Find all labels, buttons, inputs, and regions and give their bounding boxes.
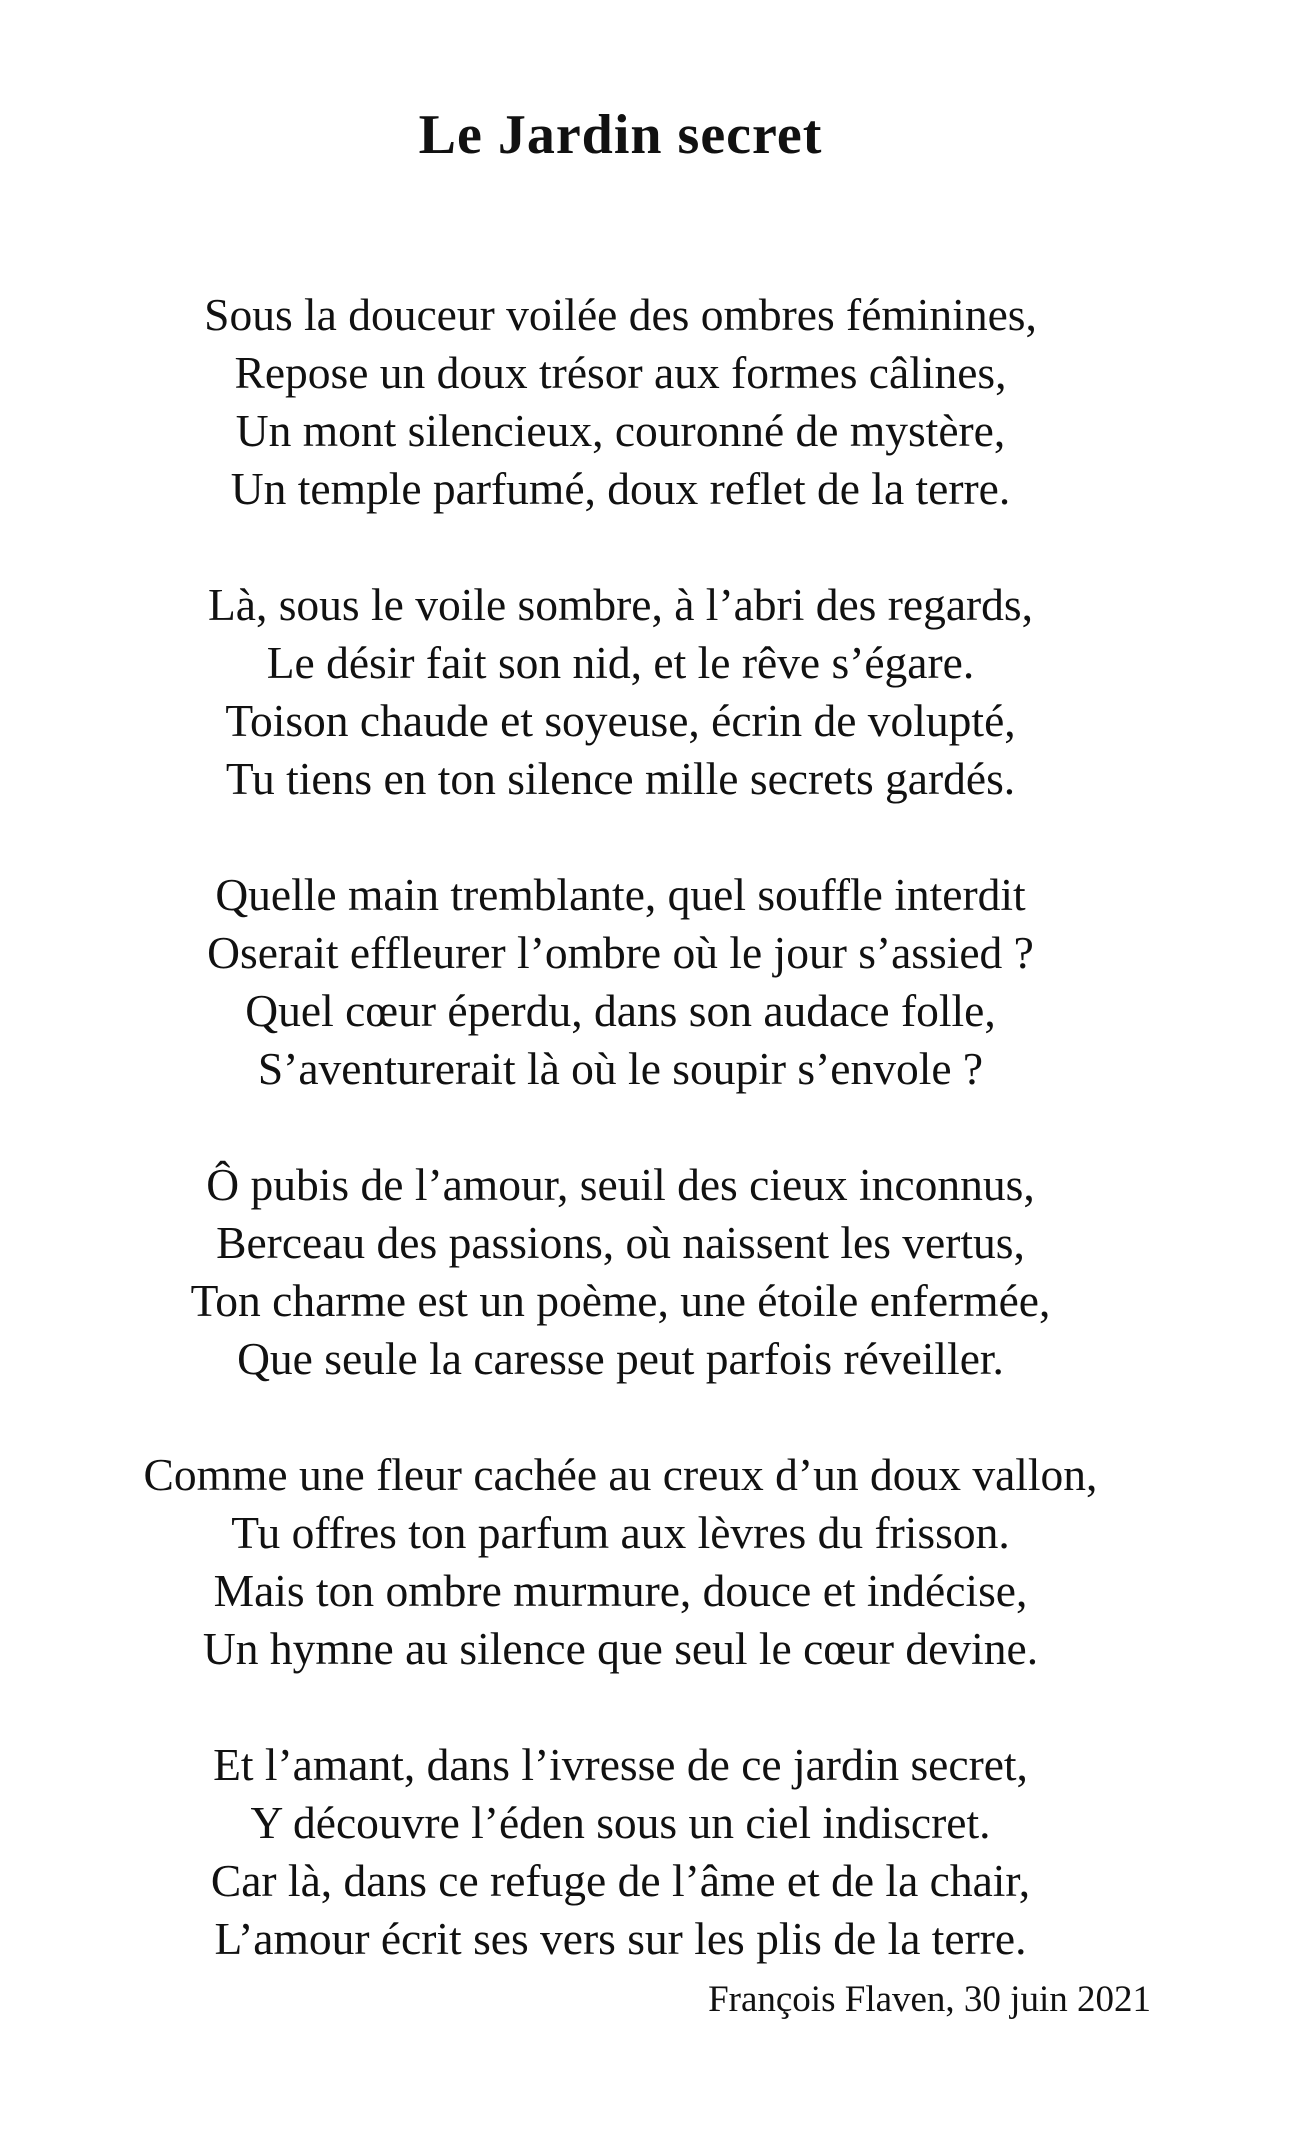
poem-line: Oserait effleurer l’ombre où le jour s’assied ? xyxy=(207,927,1034,978)
stanza-2 xyxy=(0,576,1241,808)
poem-line: Un hymne au silence que seul le cœur devine. xyxy=(202,1623,1039,1674)
poem-line: Berceau des passions, où naissent les vertus, xyxy=(216,1217,1025,1268)
author-signature: François Flaven, 30 juin 2021 xyxy=(708,1979,1151,2020)
stanza-5 xyxy=(0,1446,1241,1678)
poem-line: L’amour écrit ses vers sur les plis de la terre. xyxy=(214,1913,1027,1964)
stanza-4 xyxy=(0,1156,1241,1388)
poem-line: Quel cœur éperdu, dans son audace folle, xyxy=(245,985,996,1036)
poem-line: Repose un doux trésor aux formes câlines, xyxy=(234,347,1007,398)
poem-line: Sous la douceur voilée des ombres féminines, xyxy=(204,289,1037,340)
poem-line: Le désir fait son nid, et le rêve s’égare. xyxy=(266,637,975,688)
poem-line: Toison chaude et soyeuse, écrin de volupté, xyxy=(225,695,1016,746)
poem-line: Tu offres ton parfum aux lèvres du frisson. xyxy=(231,1507,1010,1558)
stanza-1 xyxy=(0,286,1241,518)
poem-line: Mais ton ombre murmure, douce et indécise, xyxy=(213,1565,1028,1616)
poem-line: Ô pubis de l’amour, seuil des cieux inconnus, xyxy=(206,1159,1035,1210)
stanza-6 xyxy=(0,1736,1241,1968)
poem-line: Quelle main tremblante, quel souffle interdit xyxy=(215,869,1026,920)
poem-line: S’aventurerait là où le soupir s’envole ? xyxy=(257,1043,984,1094)
poem-line: Un mont silencieux, couronné de mystère, xyxy=(235,405,1006,456)
poem-line: Y découvre l’éden sous un ciel indiscret. xyxy=(250,1797,991,1848)
poem-line: Et l’amant, dans l’ivresse de ce jardin secret, xyxy=(213,1739,1028,1790)
stanza-3 xyxy=(0,866,1241,1098)
poem-line: Un temple parfumé, doux reflet de la terre. xyxy=(230,463,1011,514)
poem-line: Que seule la caresse peut parfois réveiller. xyxy=(237,1333,1004,1384)
poem-line: Ton charme est un poème, une étoile enfermée, xyxy=(190,1275,1051,1326)
poem-body xyxy=(0,286,1241,2026)
poem-line: Car là, dans ce refuge de l’âme et de la chair, xyxy=(210,1855,1031,1906)
poem-line: Là, sous le voile sombre, à l’abri des regards, xyxy=(207,579,1034,630)
poem-title: Le Jardin secret xyxy=(418,104,823,166)
poem-line: Comme une fleur cachée au creux d’un doux vallon, xyxy=(143,1449,1098,1500)
poem-line: Tu tiens en ton silence mille secrets gardés. xyxy=(225,753,1016,804)
